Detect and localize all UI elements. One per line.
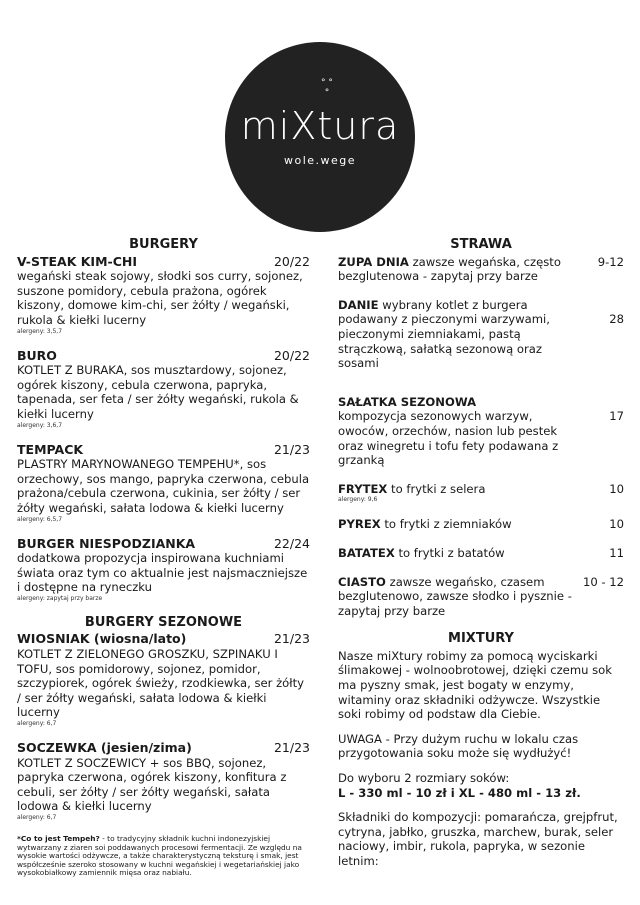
item-desc: to frytki z selera (387, 481, 486, 496)
paragraph: Składniki do kompozycji: pomarańcza, grejpfrut, cytryna, jabłko, gruszka, marchew, burak, seler naciowy, imbir, rukola, papryka, w sezonie letnim: (338, 810, 618, 868)
item-price: 20/22 (273, 253, 310, 269)
item-price: 10 (609, 481, 624, 496)
item-desc: to frytki z batatów (394, 545, 505, 560)
item-allergens: alergeny: 6,5,7 (17, 515, 63, 523)
bubbles-icon: ° ° ° (321, 78, 333, 98)
item-name: FRYTEX (338, 481, 388, 496)
logo-subtitle: wole.wege (283, 154, 357, 167)
menu-item (338, 395, 624, 468)
item-name: CIASTO (338, 574, 386, 589)
item-desc: zawsze wegańsko, czasem bezglutenowo, zawsze słodko i pysznie - zapytaj przy barze (338, 574, 572, 618)
item-name: ZUPA DNIA (338, 254, 409, 269)
item-desc: KOTLET Z BURAKA, sos musztardowy, sojonez, ogórek kiszony, cebula czerwona, papryka, tapenada, ser feta / ser żółty wegański, rukola & kiełki lucerny (17, 363, 299, 421)
item-price: 10 - 12 (582, 574, 624, 589)
item-price: 17 (609, 409, 624, 424)
item-price: 28 (609, 311, 624, 326)
item-name: PYREX (338, 517, 381, 532)
menu-item (17, 255, 310, 335)
item-allergens: alergeny: 3,6,7 (17, 421, 63, 429)
footnote-text: - to tradycyjny składnik kuchni indonezyjskiej wytwarzany z ziaren soi poddawanych procesowi fermentacji. Ze względu na wysokie wartości odżywcze, a także charakterystyczną teksturę i smak, jest współcześnie szeroko stosowany w kuchni wegańskiej i wegetariańskiej jako wysokobiałkowy zamiennik mięsa oraz nabiału. (17, 834, 302, 878)
item-price: 11 (609, 545, 624, 560)
item-price: 21/23 (273, 740, 310, 756)
section-title: BURGERY SEZONOWE (84, 614, 243, 630)
menu-item (338, 298, 624, 371)
sizes-prices: L - 330 ml - 10 zł i XL - 480 ml - 13 zł. (338, 785, 581, 800)
item-price: 22/24 (273, 535, 310, 551)
menu-item (338, 546, 624, 561)
item-name: SAŁATKA SEZONOWA (338, 394, 477, 409)
menu-item (17, 632, 310, 727)
right-column (338, 238, 624, 879)
item-name: BATATEX (338, 545, 395, 560)
item-price: 10 (609, 517, 624, 532)
item-desc: KOTLET Z SOCZEWICY + sos BBQ, sojonez, papryka czerwona, ogórek kiszony, konfitura z cebuli, ser żółty / ser żółty wegański, sałata lodowa & kiełki lucerny (17, 755, 287, 814)
menu-item (17, 349, 310, 429)
item-price: 21/23 (273, 631, 310, 647)
menu-item (17, 741, 310, 821)
item-desc: wegański steak sojowy, słodki sos curry, sojonez, suszone pomidory, cebula prażona, ogórek kiszony, domowe kim-chi, ser żółty / wegański, rukola & kiełki lucerny (17, 269, 303, 327)
item-desc: zawsze wegańska, często bezglutenowa - zapytaj przy barze (338, 254, 561, 284)
item-allergens: alergeny: 3,5,7 (17, 327, 63, 335)
footnote-title: *Co to jest Tempeh? (17, 834, 100, 843)
item-name: TEMPACK (17, 441, 84, 457)
sizes-intro: Do wyboru 2 rozmiary soków: (338, 771, 510, 786)
item-name: SOCZEWKA (jesien/zima) (17, 740, 192, 756)
section-title: BURGERY (129, 237, 198, 252)
menu-item (338, 517, 624, 532)
menu-item (338, 482, 624, 504)
menu-item (17, 443, 310, 523)
item-name: BURGER NIESPODZIANKA (17, 535, 196, 551)
paragraph: Nasze miXtury robimy za pomocą wyciskarki ślimakowej - wolnoobrotowej, dzięki czemu sok ma pyszny smak, jest bogaty w enzymy, witaminy oraz składniki odżywcze. Wszystkie soki robimy od podstaw dla Ciebie. (338, 648, 612, 722)
section-title: STRAWA (450, 237, 512, 252)
section-title: MIXTURY (448, 631, 514, 647)
item-allergens: alergeny: 6,7 (17, 720, 57, 728)
menu-item (17, 537, 310, 602)
item-name: BURO (17, 347, 57, 363)
item-desc: dodatkowa propozycja inspirowana kuchniami świata oraz tym co aktualnie jest najsmaczniejsze i dostępne na ryneczku (17, 551, 308, 595)
logo (225, 42, 415, 232)
item-desc: wybrany kotlet z burgera podawany z pieczonymi warzywami, pieczonymi ziemniakami, pastą strączkową, sałatką sezonową oraz sosami (338, 297, 550, 371)
item-desc: to frytki z ziemniaków (380, 517, 512, 532)
item-desc: PLASTRY MARYNOWANEGO TEMPEHU*, sos orzechowy, sos mango, papryka czerwona, cebula prażona/cebula czerwona, cukinia, ser żółty / ser żółty wegański, sałata lodowa & kiełki lucerny (17, 457, 310, 515)
item-allergens: alergeny: 6,7 (17, 814, 57, 821)
menu-item (338, 255, 624, 284)
item-price: 20/22 (273, 347, 310, 363)
left-column (17, 238, 310, 878)
item-allergens: alergeny: 9,6 (338, 496, 378, 504)
item-name: DANIE (338, 297, 379, 312)
menu-item (338, 575, 624, 619)
logo-name: miXtura (240, 104, 400, 148)
item-allergens: alergeny: zapytaj przy barze (17, 594, 103, 602)
item-name: V-STEAK KIM-CHI (17, 253, 137, 269)
paragraph: UWAGA - Przy dużym ruchu w lokalu czas przygotowania soku może się wydłużyć! (338, 731, 579, 761)
footnote (17, 835, 310, 878)
item-price: 21/23 (273, 441, 310, 457)
paragraph (338, 771, 624, 800)
item-desc: KOTLET Z ZIELONEGO GROSZKU, SZPINAKU I TOFU, sos pomidorowy, sojonez, pomidor, szczypiorek, ogórek świeży, rzodkiewka, ser żółty / ser żółty wegański, sałata lodowa & kiełki lucerny (17, 647, 304, 720)
item-desc: kompozycja sezonowych warzyw, owoców, orzechów, nasion lub pestek oraz winegretu i tofu fety podawana z grzanką (338, 409, 559, 468)
item-name: WIOSNIAK (wiosna/lato) (17, 631, 187, 647)
item-price: 9-12 (597, 254, 624, 269)
